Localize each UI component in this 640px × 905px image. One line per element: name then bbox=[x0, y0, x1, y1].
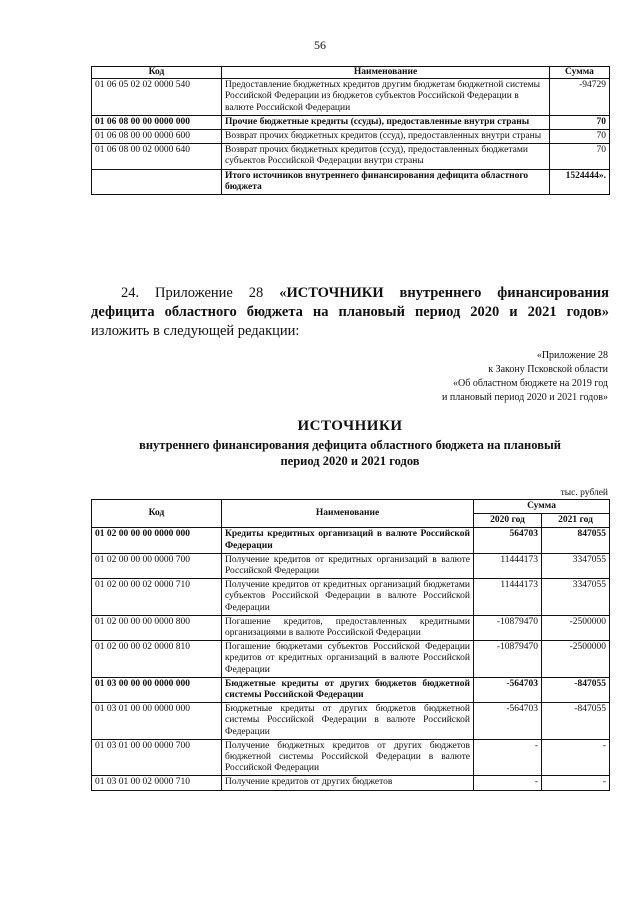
preamble-line: «Приложение 28 bbox=[536, 350, 608, 361]
row-name: Получение бюджетных кредитов от других бюджетов бюджетной системы Российской Федерации в валюте Российской Федерации bbox=[222, 739, 474, 776]
header-name: Наименование bbox=[222, 67, 550, 79]
row-name: Получение кредитов от других бюджетов bbox=[222, 776, 474, 790]
row-sum-2020: -10879470 bbox=[474, 641, 542, 678]
table-body bbox=[92, 79, 610, 195]
row-name: Погашение бюджетами субъектов Российской Федерации кредитов от кредитных организаций в валюте Российской Федерации bbox=[222, 641, 474, 678]
table-body bbox=[92, 528, 610, 790]
row-code: 01 06 08 00 00 0000 600 bbox=[92, 130, 222, 144]
row-sum: -94729 bbox=[550, 79, 610, 116]
header-2020: 2020 год bbox=[474, 514, 542, 528]
table-row bbox=[92, 528, 610, 553]
row-sum-2020: - bbox=[474, 776, 542, 790]
header-sum: Сумма bbox=[550, 67, 610, 79]
heading-title: ИСТОЧНИКИ bbox=[297, 418, 403, 434]
row-name: Бюджетные кредиты от других бюджетов бюджетной системы Российской Федерации в валюте Российской Федерации bbox=[222, 703, 474, 740]
row-name: Прочие бюджетные кредиты (ссуды), предоставленные внутри страны bbox=[222, 115, 550, 129]
row-name: Погашение кредитов, предоставленных кредитными организациями в валюте Российской Федерации bbox=[222, 615, 474, 640]
row-name: Предоставление бюджетных кредитов другим бюджетам бюджетной системы Российской Федерации из бюджетов субъектов Российской Федерации в валюте Российской Федерации bbox=[222, 79, 550, 116]
row-sum: 70 bbox=[550, 130, 610, 144]
page-number: 56 bbox=[314, 38, 326, 52]
table-row bbox=[92, 677, 610, 702]
header-code: Код bbox=[92, 67, 222, 79]
table-row bbox=[92, 115, 610, 129]
row-name: Возврат прочих бюджетных кредитов (ссуд), предоставленных бюджетами субъектов Российской Федерации внутри страны bbox=[222, 144, 550, 169]
row-sum-2020: 564703 bbox=[474, 528, 542, 553]
table-header-row bbox=[92, 500, 610, 514]
row-code: 01 02 00 00 02 0000 810 bbox=[92, 641, 222, 678]
table-row bbox=[92, 79, 610, 116]
row-sum-2021: 3347055 bbox=[542, 579, 610, 616]
table-row bbox=[92, 553, 610, 578]
row-sum-2020: 11444173 bbox=[474, 553, 542, 578]
row-name: Кредиты кредитных организаций в валюте Российской Федерации bbox=[222, 528, 474, 553]
row-code bbox=[92, 169, 222, 194]
row-sum-2020: -564703 bbox=[474, 677, 542, 702]
row-code: 01 03 01 00 00 0000 700 bbox=[92, 739, 222, 776]
header-code: Код bbox=[92, 500, 222, 528]
row-name: Итого источников внутреннего финансирования дефицита областного бюджета bbox=[222, 169, 550, 194]
row-code: 01 03 01 00 00 0000 000 bbox=[92, 703, 222, 740]
header-2021: 2021 год bbox=[542, 514, 610, 528]
heading-subtitle-line2: период 2020 и 2021 годов bbox=[280, 454, 420, 468]
row-code: 01 06 08 00 00 0000 000 bbox=[92, 115, 222, 129]
row-code: 01 02 00 00 00 0000 700 bbox=[92, 553, 222, 578]
row-code: 01 06 08 00 02 0000 640 bbox=[92, 144, 222, 169]
table-row bbox=[92, 579, 610, 616]
header-sum: Сумма bbox=[474, 500, 610, 514]
preamble-line: и плановый период 2020 и 2021 годов» bbox=[442, 392, 608, 403]
table-header-row bbox=[92, 67, 610, 79]
sources-table-continued bbox=[91, 66, 610, 195]
row-code: 01 02 00 00 02 0000 710 bbox=[92, 579, 222, 616]
row-sum-2021: 847055 bbox=[542, 528, 610, 553]
table-row bbox=[92, 615, 610, 640]
sources-table-plan bbox=[91, 499, 610, 791]
appendix-preamble bbox=[442, 349, 608, 405]
row-sum: 1524444». bbox=[550, 169, 610, 194]
row-sum-2021: -847055 bbox=[542, 677, 610, 702]
row-sum-2020: -564703 bbox=[474, 703, 542, 740]
row-code: 01 02 00 00 00 0000 800 bbox=[92, 615, 222, 640]
section-heading bbox=[80, 418, 620, 469]
preamble-line: «Об областном бюджете на 2019 год bbox=[453, 378, 608, 389]
table-row bbox=[92, 776, 610, 790]
table-row bbox=[92, 144, 610, 169]
table-row bbox=[92, 130, 610, 144]
row-code: 01 03 01 00 02 0000 710 bbox=[92, 776, 222, 790]
preamble-line: к Закону Псковской области bbox=[488, 364, 608, 375]
paragraph-tail: изложить в следующей редакции: bbox=[91, 323, 300, 339]
row-sum-2021: -847055 bbox=[542, 703, 610, 740]
units-label: тыс. рублей bbox=[560, 488, 608, 498]
row-sum-2020: - bbox=[474, 739, 542, 776]
row-sum-2020: 11444173 bbox=[474, 579, 542, 616]
row-sum-2021: 3347055 bbox=[542, 553, 610, 578]
row-sum: 70 bbox=[550, 144, 610, 169]
row-sum-2020: -10879470 bbox=[474, 615, 542, 640]
row-sum-2021: - bbox=[542, 776, 610, 790]
table-row bbox=[92, 169, 610, 194]
row-sum: 70 bbox=[550, 115, 610, 129]
table-row bbox=[92, 641, 610, 678]
row-code: 01 02 00 00 00 0000 000 bbox=[92, 528, 222, 553]
row-sum-2021: - bbox=[542, 739, 610, 776]
row-code: 01 03 00 00 00 0000 000 bbox=[92, 677, 222, 702]
heading-subtitle-line1: внутреннего финансирования дефицита областного бюджета на плановый bbox=[139, 438, 561, 452]
row-code: 01 06 05 02 02 0000 540 bbox=[92, 79, 222, 116]
row-name: Получение кредитов от кредитных организаций в валюте Российской Федерации bbox=[222, 553, 474, 578]
row-sum-2021: -2500000 bbox=[542, 615, 610, 640]
row-name: Бюджетные кредиты от других бюджетов бюджетной системы Российской Федерации bbox=[222, 677, 474, 702]
amendment-paragraph bbox=[91, 284, 609, 341]
row-name: Возврат прочих бюджетных кредитов (ссуд), предоставленных внутри страны bbox=[222, 130, 550, 144]
header-name: Наименование bbox=[222, 500, 474, 528]
paragraph-bold: «ИСТОЧНИКИ внутреннего финансирования дефицита областного бюджета на плановый период 2020 и 2021 годов» bbox=[91, 285, 609, 320]
table-row bbox=[92, 739, 610, 776]
paragraph-lead: 24. Приложение 28 bbox=[121, 285, 280, 301]
table-row bbox=[92, 703, 610, 740]
row-name: Получение кредитов от кредитных организаций бюджетами субъектов Российской Федерации в валюте Российской Федерации bbox=[222, 579, 474, 616]
row-sum-2021: -2500000 bbox=[542, 641, 610, 678]
